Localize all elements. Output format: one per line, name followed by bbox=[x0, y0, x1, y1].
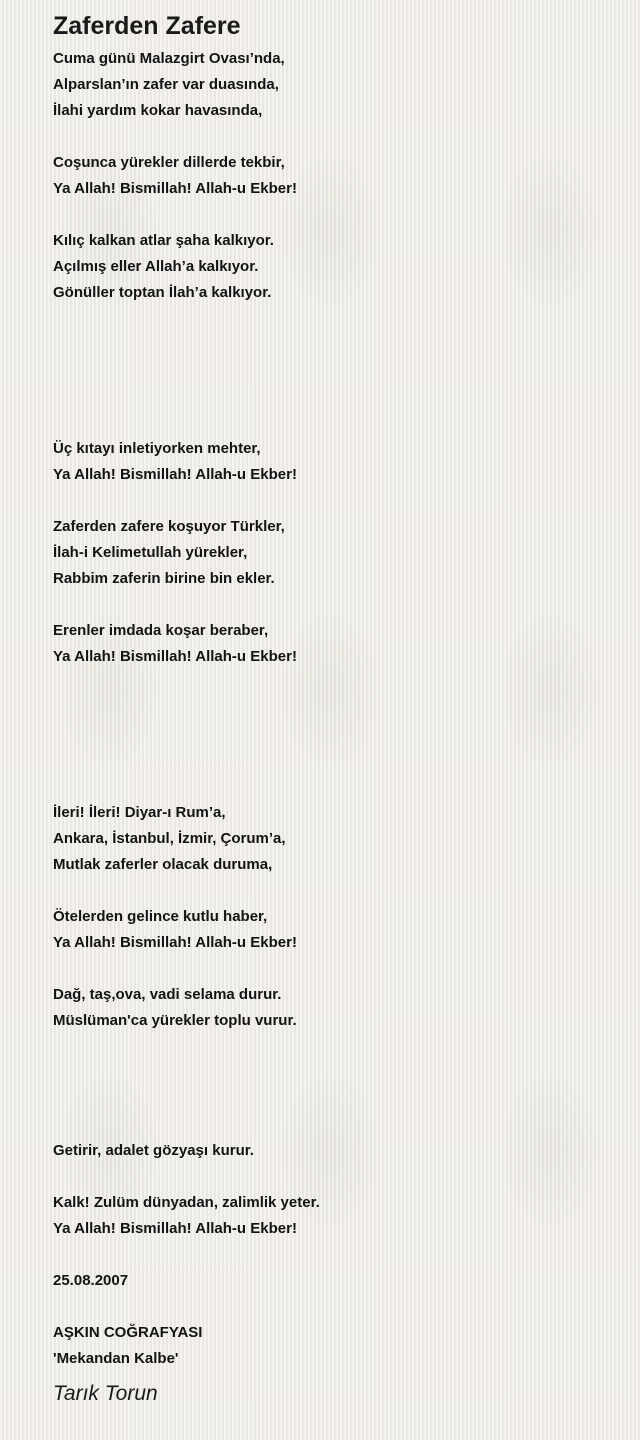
poem-line: Rabbim zaferin birine bin ekler. bbox=[53, 570, 275, 587]
poem-line: Cuma günü Malazgirt Ovası’nda, bbox=[53, 50, 285, 67]
poem-line: Kalk! Zulüm dünyadan, zalimlik yeter. bbox=[53, 1194, 320, 1211]
poem-body bbox=[53, 46, 623, 1372]
poem-line bbox=[53, 1164, 623, 1190]
poem-line bbox=[53, 956, 623, 982]
poem-line: Gönüller toptan İlah’a kalkıyor. bbox=[53, 284, 272, 301]
poem-line: 'Mekandan Kalbe' bbox=[53, 1350, 179, 1367]
poem-line bbox=[53, 384, 623, 410]
poem-line bbox=[53, 1086, 623, 1112]
poem-line: Alparslan’ın zafer var duasında, bbox=[53, 76, 279, 93]
poem-line bbox=[53, 670, 623, 696]
poem-line: İlah-i Kelimetullah yürekler, bbox=[53, 544, 248, 561]
poem-line: Açılmış eller Allah’a kalkıyor. bbox=[53, 258, 259, 275]
poem-line: Müslüman'ca yürekler toplu vurur. bbox=[53, 1012, 297, 1029]
poem-line bbox=[53, 878, 623, 904]
poem-line bbox=[53, 358, 623, 384]
poem-line: İlahi yardım kokar havasında, bbox=[53, 102, 263, 119]
poem-line bbox=[53, 306, 623, 332]
poem-line: Erenler imdada koşar beraber, bbox=[53, 622, 269, 639]
poem-line: Ankara, İstanbul, İzmir, Çorum’a, bbox=[53, 830, 286, 847]
poem-line: Ötelerden gelince kutlu haber, bbox=[53, 908, 268, 925]
poem-line: Zaferden zafere koşuyor Türkler, bbox=[53, 518, 285, 535]
poem-line bbox=[53, 722, 623, 748]
poem-line bbox=[53, 592, 623, 618]
poem-line: Ya Allah! Bismillah! Allah-u Ekber! bbox=[53, 934, 297, 951]
poem-line: Mutlak zaferler olacak duruma, bbox=[53, 856, 273, 873]
poem-title: Zaferden Zafere bbox=[53, 12, 241, 40]
poem-line: Ya Allah! Bismillah! Allah-u Ekber! bbox=[53, 648, 297, 665]
poem-line bbox=[53, 488, 623, 514]
poem-line bbox=[53, 696, 623, 722]
poem-line: Ya Allah! Bismillah! Allah-u Ekber! bbox=[53, 180, 297, 197]
poem-line: Üç kıtayı inletiyorken mehter, bbox=[53, 440, 261, 457]
poem-line bbox=[53, 1112, 623, 1138]
poem-line: 25.08.2007 bbox=[53, 1272, 129, 1289]
poem-line: Dağ, taş,ova, vadi selama durur. bbox=[53, 986, 282, 1003]
poem-line: Kılıç kalkan atlar şaha kalkıyor. bbox=[53, 232, 274, 249]
poem-line bbox=[53, 124, 623, 150]
poem-line: Ya Allah! Bismillah! Allah-u Ekber! bbox=[53, 1220, 297, 1237]
poem-line: Ya Allah! Bismillah! Allah-u Ekber! bbox=[53, 466, 297, 483]
poem-line: Getirir, adalet gözyaşı kurur. bbox=[53, 1142, 254, 1159]
poem-line: AŞKIN COĞRAFYASI bbox=[53, 1324, 203, 1341]
poem-line bbox=[53, 410, 623, 436]
poem-line: Coşunca yürekler dillerde tekbir, bbox=[53, 154, 285, 171]
poem-line bbox=[53, 1294, 623, 1320]
poem-line bbox=[53, 1242, 623, 1268]
poem-line: İleri! İleri! Diyar-ı Rum’a, bbox=[53, 804, 226, 821]
poem-line bbox=[53, 1060, 623, 1086]
poem-line bbox=[53, 748, 623, 774]
poem-author: Tarık Torun bbox=[53, 1382, 158, 1405]
poem-page bbox=[53, 10, 623, 1408]
poem-line bbox=[53, 332, 623, 358]
poem-line bbox=[53, 202, 623, 228]
poem-line bbox=[53, 1034, 623, 1060]
poem-line bbox=[53, 774, 623, 800]
